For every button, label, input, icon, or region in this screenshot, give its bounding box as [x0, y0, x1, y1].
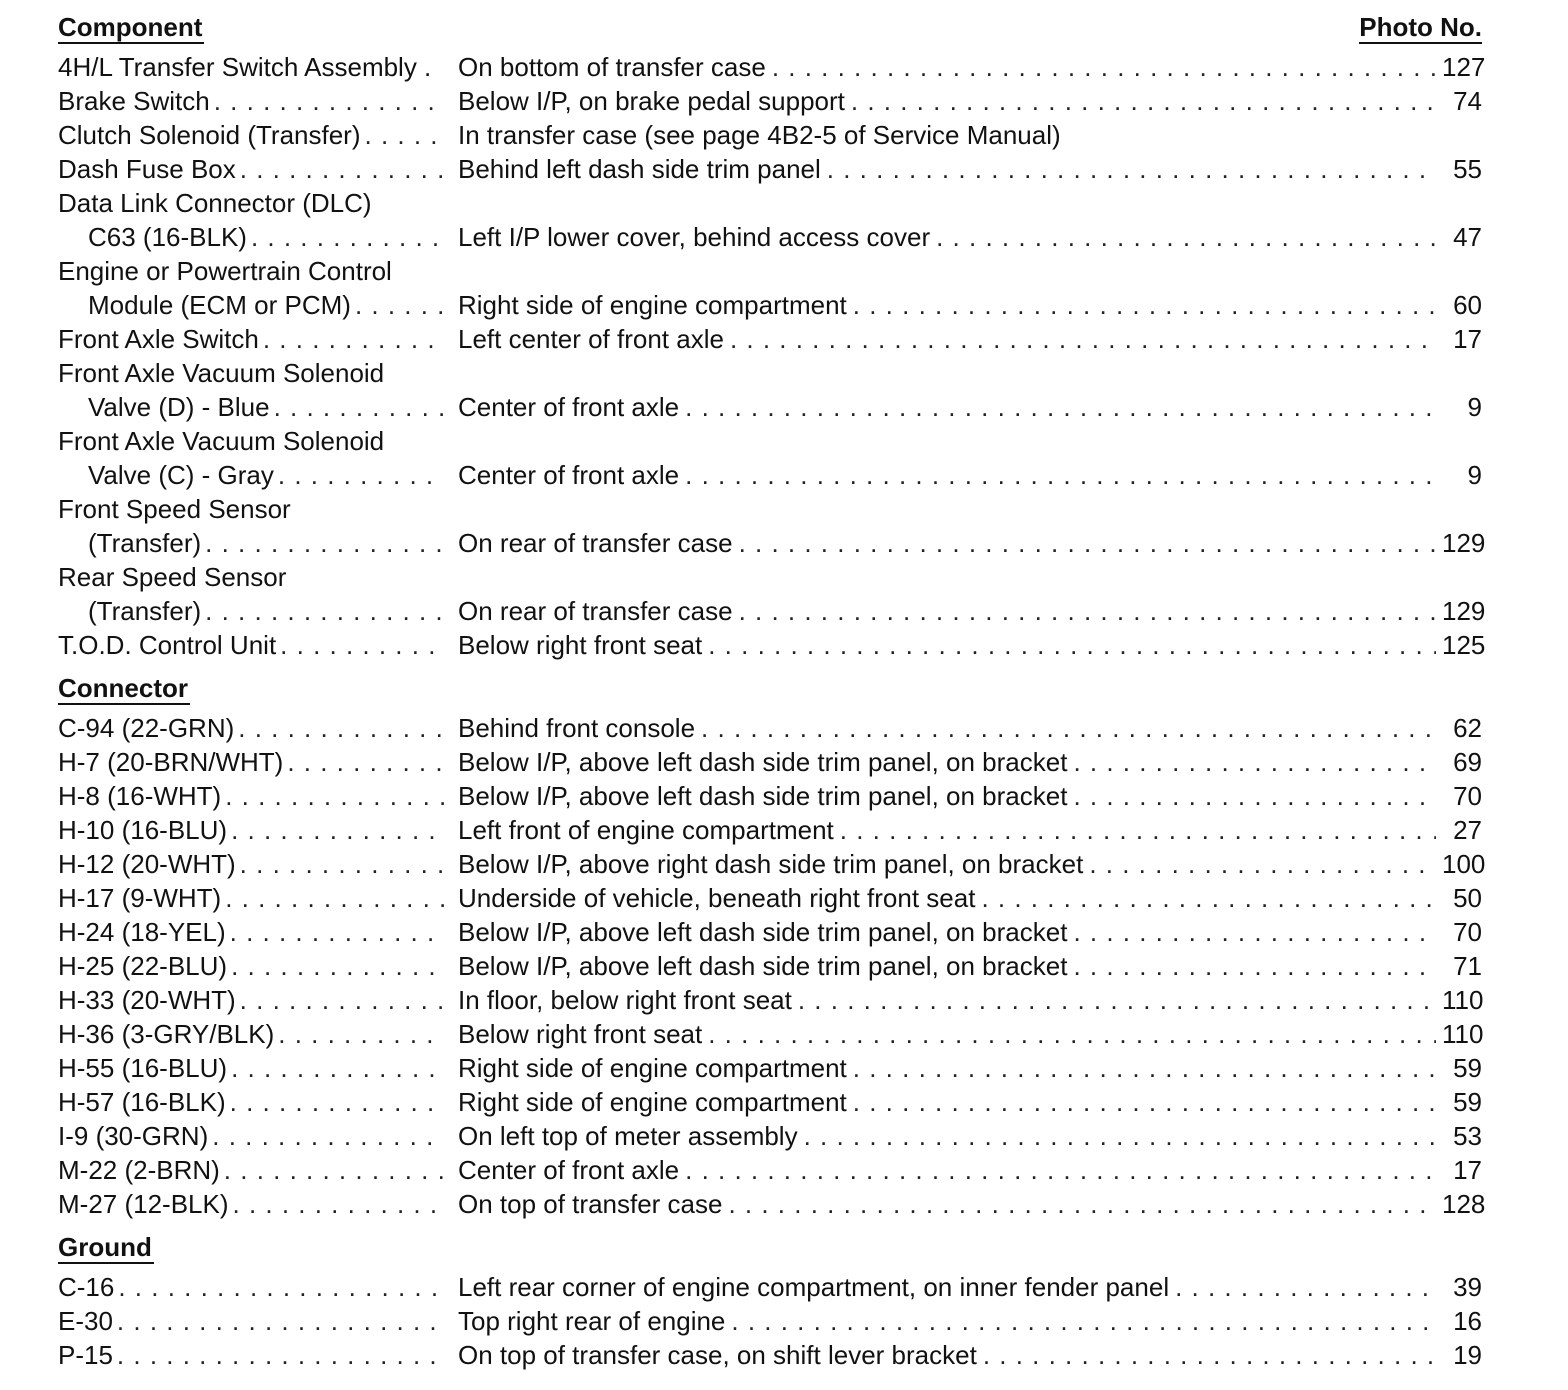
photo-number	[1442, 560, 1482, 594]
item-location-cell	[458, 118, 1442, 152]
item-location: Left center of front axle	[458, 324, 724, 354]
dot-leader	[708, 1017, 1436, 1051]
dot-leader	[1073, 745, 1436, 779]
item-name-cell	[58, 1187, 444, 1221]
photo-number: 59	[1453, 1053, 1482, 1083]
photo-number: 9	[1467, 460, 1482, 490]
ground-heading: Ground	[58, 1232, 152, 1262]
dot-leader	[225, 881, 444, 915]
table-row	[58, 322, 1482, 356]
dot-leader	[983, 1338, 1436, 1372]
item-location-cell	[458, 186, 1442, 220]
dot-leader	[233, 1187, 445, 1221]
item-name: Front Axle Switch	[58, 324, 259, 354]
item-location-cell	[458, 492, 1442, 526]
item-location-cell	[458, 1119, 1442, 1153]
item-name-cell	[58, 526, 444, 560]
item-name: M-22 (2-BRN)	[58, 1155, 220, 1185]
item-name: H-25 (22-BLU)	[58, 951, 228, 981]
dot-leader	[853, 1085, 1436, 1119]
table-row	[58, 847, 1486, 881]
table-row	[58, 152, 1482, 186]
table-row	[58, 50, 1486, 84]
table-row	[58, 915, 1482, 949]
item-name-cell	[58, 1153, 444, 1187]
item-name: Valve (C) - Gray	[88, 460, 274, 490]
item-location: Behind left dash side trim panel	[458, 154, 821, 184]
ground-header	[58, 1232, 1482, 1266]
item-name-cell	[58, 186, 444, 220]
photo-number: 17	[1453, 1155, 1482, 1185]
item-location-cell	[458, 881, 1442, 915]
photo-number: 53	[1453, 1121, 1482, 1151]
item-location-cell	[458, 711, 1442, 745]
item-name: H-17 (9-WHT)	[58, 883, 222, 913]
item-name: 4H/L Transfer Switch Assembly .	[58, 52, 432, 82]
table-row	[58, 186, 1482, 220]
item-name: H-12 (20-WHT)	[58, 849, 236, 879]
item-location: Below I/P, on brake pedal support	[458, 86, 845, 116]
item-name: Front Axle Vacuum Solenoid	[58, 426, 385, 456]
item-name-cell	[58, 492, 444, 526]
photo-number: 127	[1442, 52, 1486, 82]
table-row	[58, 949, 1482, 983]
dot-leader	[1089, 847, 1436, 881]
dot-leader	[205, 594, 444, 628]
photo-number: 16	[1453, 1306, 1482, 1336]
photo-number: 27	[1453, 815, 1482, 845]
item-location-cell	[458, 1338, 1442, 1372]
item-name: Rear Speed Sensor	[58, 562, 287, 592]
component-list	[58, 50, 1486, 662]
item-name: (Transfer)	[88, 528, 202, 558]
dot-leader	[205, 526, 444, 560]
item-name-cell	[58, 458, 444, 492]
item-name: C63 (16-BLK)	[88, 222, 247, 252]
dot-leader	[772, 50, 1436, 84]
dot-leader	[685, 1153, 1436, 1187]
item-name-cell	[58, 254, 444, 288]
item-location-cell	[458, 254, 1442, 288]
item-location-cell	[458, 745, 1442, 779]
table-row	[58, 390, 1482, 424]
table-row	[58, 288, 1482, 322]
item-location-cell	[458, 526, 1442, 560]
dot-leader	[214, 84, 444, 118]
dot-leader	[739, 526, 1436, 560]
table-row	[58, 118, 1482, 152]
dot-leader	[231, 813, 444, 847]
item-name-cell	[58, 594, 444, 628]
item-name-cell	[58, 560, 444, 594]
dot-leader	[280, 628, 444, 662]
table-row	[58, 813, 1482, 847]
item-name-cell	[58, 1051, 444, 1085]
photo-number: 128	[1442, 1189, 1486, 1219]
item-name-cell	[58, 288, 444, 322]
photo-number	[1442, 356, 1482, 390]
table-row	[58, 1187, 1486, 1221]
table-row	[58, 745, 1482, 779]
item-location-cell	[458, 84, 1442, 118]
table-row	[58, 560, 1482, 594]
dot-leader	[1175, 1270, 1436, 1304]
photo-number: 39	[1453, 1272, 1482, 1302]
table-row	[58, 1270, 1482, 1304]
table-row	[58, 254, 1482, 288]
photo-number: 60	[1453, 290, 1482, 320]
dot-leader	[278, 1017, 444, 1051]
dot-leader	[1073, 949, 1436, 983]
component-locator-sheet	[58, 10, 1486, 1383]
item-name-cell	[58, 356, 444, 390]
item-name: Front Speed Sensor	[58, 494, 291, 524]
item-location: Below I/P, above left dash side trim panel, on bracket	[458, 781, 1068, 811]
item-location: Right side of engine compartment	[458, 1053, 847, 1083]
dot-leader	[212, 1119, 444, 1153]
photo-number: 69	[1453, 747, 1482, 777]
table-row	[58, 220, 1482, 254]
item-name: Clutch Solenoid (Transfer)	[58, 120, 361, 150]
ground-section	[58, 1232, 1482, 1372]
photo-number: 74	[1453, 86, 1482, 116]
item-name: H-10 (16-BLU)	[58, 815, 228, 845]
photo-number: 110	[1442, 985, 1484, 1015]
photo-no-heading: Photo No.	[1359, 12, 1482, 42]
item-name: Dash Fuse Box	[58, 154, 236, 184]
photo-number: 9	[1467, 392, 1482, 422]
dot-leader	[225, 779, 444, 813]
item-location: On top of transfer case, on shift lever bracket	[458, 1340, 977, 1370]
item-name-cell	[58, 84, 444, 118]
table-row	[58, 594, 1486, 628]
dot-leader	[231, 949, 444, 983]
dot-leader	[365, 118, 445, 152]
table-row	[58, 1338, 1482, 1372]
item-location: On left top of meter assembly	[458, 1121, 798, 1151]
item-name-cell	[58, 1270, 444, 1304]
item-location-cell	[458, 458, 1442, 492]
item-location: Left front of engine compartment	[458, 815, 834, 845]
item-name: M-27 (12-BLK)	[58, 1189, 229, 1219]
item-name: H-57 (16-BLK)	[58, 1087, 226, 1117]
dot-leader	[117, 1304, 444, 1338]
item-name: H-7 (20-BRN/WHT)	[58, 747, 284, 777]
item-name-cell	[58, 745, 444, 779]
item-location-cell	[458, 50, 1442, 84]
table-row	[58, 881, 1482, 915]
item-name: C-16	[58, 1272, 115, 1302]
item-name: C-94 (22-GRN)	[58, 713, 235, 743]
dot-leader	[240, 847, 444, 881]
dot-leader	[230, 1085, 444, 1119]
item-name-cell	[58, 1338, 444, 1372]
item-location: On bottom of transfer case	[458, 52, 766, 82]
item-location: Below right front seat	[458, 1019, 703, 1049]
item-location: On rear of transfer case	[458, 528, 733, 558]
item-name-cell	[58, 424, 444, 458]
item-location: Below I/P, above left dash side trim panel, on bracket	[458, 747, 1068, 777]
item-name-cell	[58, 322, 444, 356]
photo-number: 59	[1453, 1087, 1482, 1117]
photo-number: 70	[1453, 781, 1482, 811]
dot-leader	[853, 1051, 1436, 1085]
photo-number: 19	[1453, 1340, 1482, 1370]
component-heading: Component	[58, 12, 203, 42]
dot-leader	[238, 711, 444, 745]
dot-leader	[840, 813, 1436, 847]
item-location: In transfer case (see page 4B2-5 of Service Manual)	[458, 120, 1061, 150]
item-location-cell	[458, 390, 1442, 424]
photo-number: 100	[1442, 849, 1486, 879]
photo-number: 55	[1453, 154, 1482, 184]
item-name: H-33 (20-WHT)	[58, 985, 236, 1015]
photo-number: 17	[1453, 324, 1482, 354]
item-name-cell	[58, 711, 444, 745]
dot-leader	[355, 288, 444, 322]
item-name-cell	[58, 1119, 444, 1153]
item-location-cell	[458, 1085, 1442, 1119]
photo-number: 62	[1453, 713, 1482, 743]
connector-header	[58, 673, 1482, 707]
item-location: Right side of engine compartment	[458, 290, 847, 320]
photo-number	[1442, 254, 1482, 288]
item-name: (Transfer)	[88, 596, 202, 626]
dot-leader	[798, 983, 1436, 1017]
photo-number	[1442, 186, 1482, 220]
dot-leader	[278, 458, 444, 492]
item-name: Brake Switch	[58, 86, 210, 116]
photo-number: 70	[1453, 917, 1482, 947]
item-location-cell	[458, 1304, 1442, 1338]
table-row	[58, 356, 1482, 390]
item-name: P-15	[58, 1340, 113, 1370]
item-location-cell	[458, 288, 1442, 322]
dot-leader	[851, 84, 1436, 118]
item-location: On rear of transfer case	[458, 596, 733, 626]
item-location: Below I/P, above left dash side trim panel, on bracket	[458, 951, 1068, 981]
photo-number	[1442, 424, 1482, 458]
item-name: I-9 (30-GRN)	[58, 1121, 209, 1151]
item-location-cell	[458, 915, 1442, 949]
table-row	[58, 711, 1482, 745]
item-name-cell	[58, 390, 444, 424]
table-row	[58, 1085, 1482, 1119]
photo-number: 47	[1453, 222, 1482, 252]
table-row	[58, 1119, 1482, 1153]
dot-leader	[118, 1270, 444, 1304]
dot-leader	[728, 1187, 1436, 1221]
item-location-cell	[458, 560, 1442, 594]
dot-leader	[1073, 779, 1436, 813]
item-name-cell	[58, 1304, 444, 1338]
item-location: Below I/P, above left dash side trim panel, on bracket	[458, 917, 1068, 947]
item-name: T.O.D. Control Unit	[58, 630, 277, 660]
dot-leader	[853, 288, 1436, 322]
photo-number	[1442, 118, 1482, 152]
table-row	[58, 492, 1482, 526]
item-name: H-8 (16-WHT)	[58, 781, 222, 811]
item-location: Left rear corner of engine compartment, on inner fender panel	[458, 1272, 1170, 1302]
connector-section	[58, 673, 1486, 1221]
item-name-cell	[58, 813, 444, 847]
component-header	[58, 10, 1482, 46]
item-name-cell	[58, 949, 444, 983]
item-location-cell	[458, 949, 1442, 983]
item-location-cell	[458, 1153, 1442, 1187]
dot-leader	[274, 390, 444, 424]
item-location: Left I/P lower cover, behind access cover	[458, 222, 931, 252]
table-row	[58, 779, 1482, 813]
photo-number	[1442, 492, 1482, 526]
table-row	[58, 526, 1486, 560]
item-location-cell	[458, 594, 1442, 628]
table-row	[58, 1017, 1482, 1051]
item-name-cell	[58, 50, 444, 84]
photo-number: 125	[1442, 630, 1486, 660]
item-location: In floor, below right front seat	[458, 985, 792, 1015]
dot-leader	[701, 711, 1436, 745]
dot-leader	[263, 322, 444, 356]
table-row	[58, 424, 1482, 458]
item-name-cell	[58, 983, 444, 1017]
item-location: On top of transfer case	[458, 1189, 723, 1219]
item-location-cell	[458, 1051, 1442, 1085]
photo-number: 71	[1453, 951, 1482, 981]
item-location: Below I/P, above right dash side trim panel, on bracket	[458, 849, 1084, 879]
item-name: H-55 (16-BLU)	[58, 1053, 228, 1083]
item-name: Data Link Connector (DLC)	[58, 188, 372, 218]
photo-number: 129	[1442, 528, 1486, 558]
table-row	[58, 1304, 1482, 1338]
dot-leader	[981, 881, 1436, 915]
table-row	[58, 1051, 1482, 1085]
item-name-cell	[58, 628, 444, 662]
dot-leader	[685, 390, 1436, 424]
dot-leader	[230, 915, 444, 949]
dot-leader	[240, 152, 444, 186]
photo-number: 110	[1442, 1019, 1484, 1049]
connector-heading: Connector	[58, 673, 188, 703]
item-location-cell	[458, 779, 1442, 813]
item-name: Valve (D) - Blue	[88, 392, 270, 422]
item-location-cell	[458, 1270, 1442, 1304]
item-name: Engine or Powertrain Control	[58, 256, 392, 286]
item-location-cell	[458, 1017, 1442, 1051]
item-location: Underside of vehicle, beneath right front seat	[458, 883, 976, 913]
photo-number: 50	[1453, 883, 1482, 913]
component-section	[58, 10, 1486, 662]
item-location-cell	[458, 983, 1442, 1017]
item-location-cell	[458, 220, 1442, 254]
item-name-cell	[58, 220, 444, 254]
item-location: Right side of engine compartment	[458, 1087, 847, 1117]
item-name-cell	[58, 118, 444, 152]
table-row	[58, 983, 1482, 1017]
dot-leader	[739, 594, 1436, 628]
item-location: Behind front console	[458, 713, 696, 743]
item-location: Center of front axle	[458, 1155, 680, 1185]
table-row	[58, 458, 1482, 492]
item-location: Below right front seat	[458, 630, 703, 660]
dot-leader	[231, 1051, 444, 1085]
photo-number: 129	[1442, 596, 1486, 626]
item-name: Front Axle Vacuum Solenoid	[58, 358, 385, 388]
item-location: Center of front axle	[458, 460, 680, 490]
item-name-cell	[58, 152, 444, 186]
item-location-cell	[458, 424, 1442, 458]
item-name-cell	[58, 1085, 444, 1119]
dot-leader	[117, 1338, 444, 1372]
dot-leader	[287, 745, 444, 779]
dot-leader	[804, 1119, 1436, 1153]
table-row	[58, 84, 1482, 118]
item-location: Top right rear of engine	[458, 1306, 726, 1336]
item-name-cell	[58, 881, 444, 915]
item-name-cell	[58, 1017, 444, 1051]
item-location-cell	[458, 152, 1442, 186]
dot-leader	[1073, 915, 1436, 949]
item-name-cell	[58, 915, 444, 949]
item-location-cell	[458, 847, 1442, 881]
item-location-cell	[458, 628, 1442, 662]
dot-leader	[240, 983, 444, 1017]
dot-leader	[936, 220, 1436, 254]
dot-leader	[708, 628, 1436, 662]
table-row	[58, 1153, 1482, 1187]
item-name: E-30	[58, 1306, 113, 1336]
dot-leader	[224, 1153, 444, 1187]
item-location: Center of front axle	[458, 392, 680, 422]
item-name: Module (ECM or PCM)	[88, 290, 351, 320]
item-name: H-24 (18-YEL)	[58, 917, 226, 947]
ground-list	[58, 1270, 1482, 1372]
item-location-cell	[458, 322, 1442, 356]
dot-leader	[730, 322, 1436, 356]
item-location-cell	[458, 356, 1442, 390]
item-location-cell	[458, 1187, 1442, 1221]
table-row	[58, 628, 1486, 662]
item-name-cell	[58, 847, 444, 881]
dot-leader	[731, 1304, 1436, 1338]
dot-leader	[827, 152, 1436, 186]
item-name-cell	[58, 779, 444, 813]
dot-leader	[685, 458, 1436, 492]
item-name: H-36 (3-GRY/BLK)	[58, 1019, 275, 1049]
item-location-cell	[458, 813, 1442, 847]
connector-list	[58, 711, 1486, 1221]
dot-leader	[251, 220, 444, 254]
